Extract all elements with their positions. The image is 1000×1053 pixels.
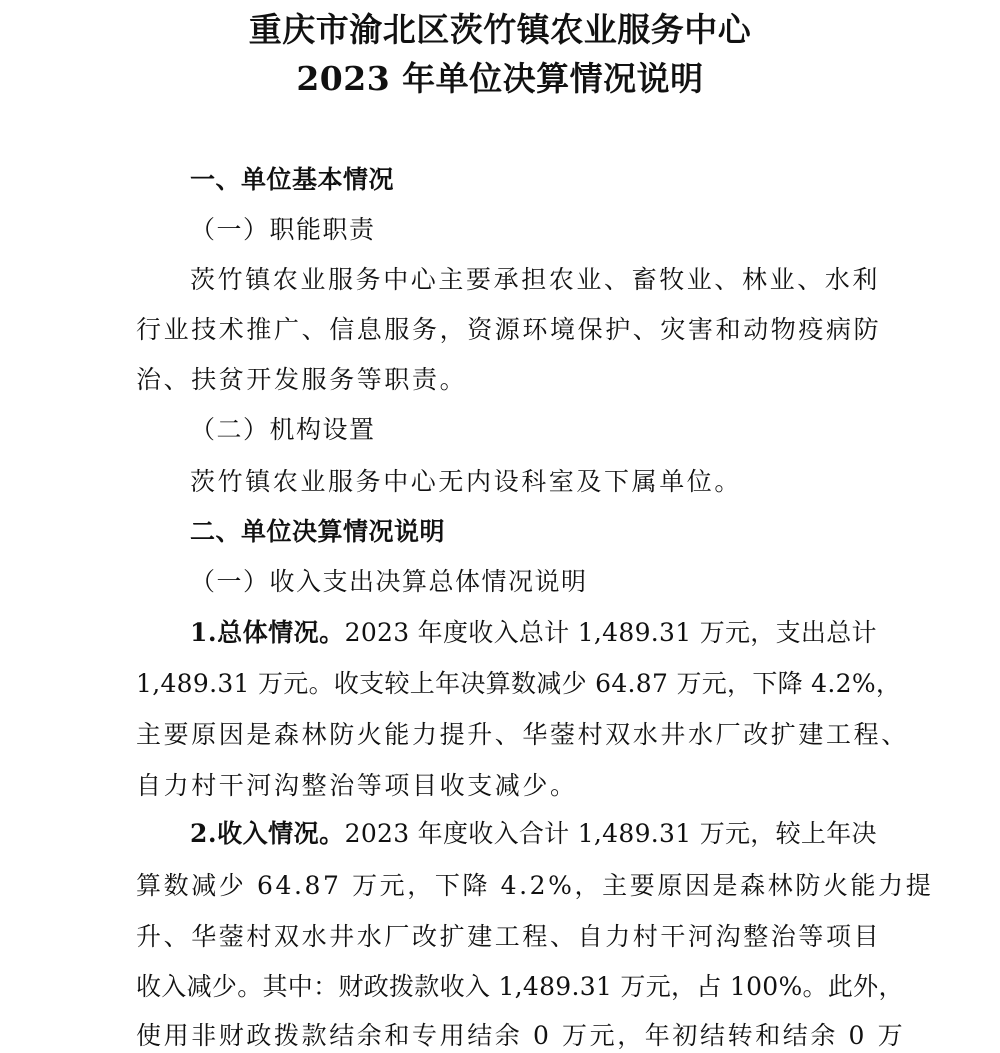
document-title-line-2: 2023 年单位决算情况说明 — [296, 59, 704, 98]
overall-paragraph-line: 自力村干河沟整治等项目收支减少。 — [136, 771, 578, 800]
overall-paragraph-line: 1,489.31 万元。收支较上年决算数减少 64.87 万元，下降 4.2%， — [136, 669, 902, 698]
duties-text-line: 茨竹镇农业服务中心主要承担农业、畜牧业、林业、水利 — [190, 265, 881, 294]
income-paragraph-line: 收入减少。其中：财政拨款收入 1,489.31 万元，占 100%。此外， — [136, 972, 904, 1001]
income-paragraph-line: 算数减少 64.87 万元，下降 4.2%，主要原因是森林防火能力提 — [136, 871, 934, 900]
income-paragraph-line — [190, 817, 877, 851]
duties-text-line: 治、扶贫开发服务等职责。 — [136, 365, 468, 394]
structure-heading: （二）机构设置 — [190, 415, 376, 444]
section-2-heading: 二、单位决算情况说明 — [190, 517, 446, 546]
overall-paragraph-line: 主要原因是森林防火能力提升、华蓥村双水井水厂改扩建工程、 — [136, 720, 909, 749]
income-paragraph-line: 使用非财政拨款结余和专用结余 0 万元，年初结转和结余 0 万 — [136, 1021, 906, 1050]
overall-text: 2023 年度收入总计 1,489.31 万元，支出总计 — [344, 618, 877, 647]
overall-lead: 1.总体情况。 — [190, 618, 345, 647]
income-text: 2023 年度收入合计 1,489.31 万元，较上年决 — [344, 819, 877, 848]
section-1-heading: 一、单位基本情况 — [190, 165, 395, 194]
document-title-line-1: 重庆市渝北区茨竹镇农业服务中心 — [248, 10, 752, 49]
income-lead: 2.收入情况。 — [190, 819, 345, 848]
income-paragraph-line: 升、华蓥村双水井水厂改扩建工程、自力村干河沟整治等项目 — [136, 922, 882, 951]
overall-paragraph-line — [190, 616, 877, 650]
structure-text-line: 茨竹镇农业服务中心无内设科室及下属单位。 — [190, 467, 743, 496]
duties-text-line: 行业技术推广、信息服务，资源环境保护、灾害和动物疫病防 — [136, 315, 882, 344]
duties-heading: （一）职能职责 — [190, 215, 376, 244]
overall-heading: （一）收入支出决算总体情况说明 — [190, 567, 588, 596]
